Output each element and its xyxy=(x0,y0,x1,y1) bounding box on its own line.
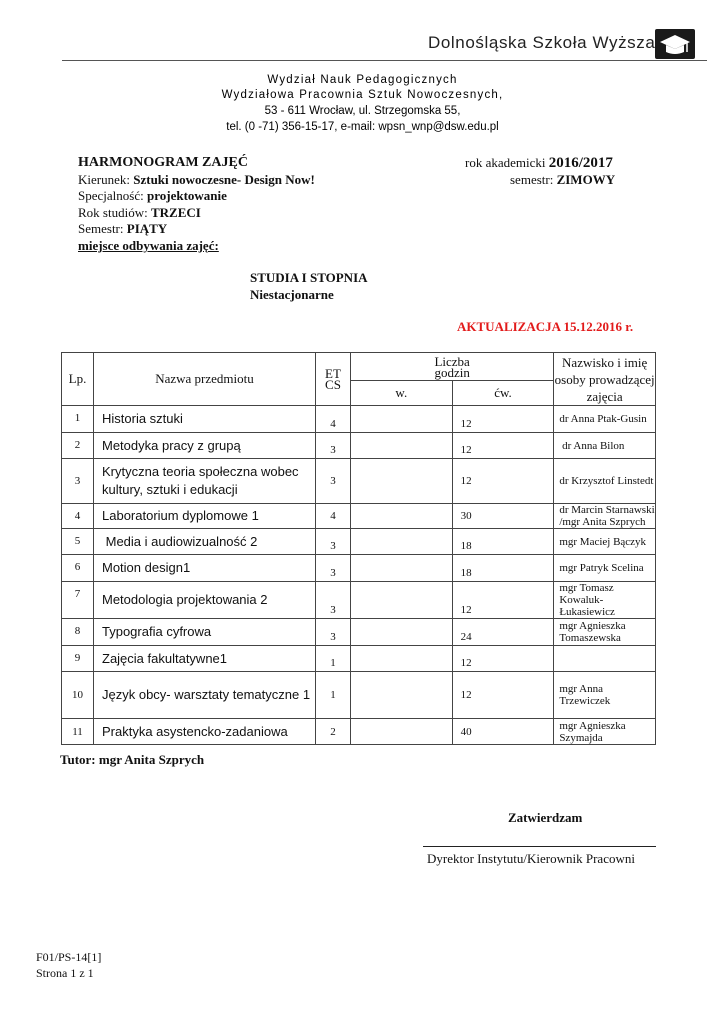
row-exercises: 12 xyxy=(452,582,554,619)
row-lp: 2 xyxy=(62,433,94,459)
row-teacher: mgr Maciej Bączyk xyxy=(554,529,656,555)
table-row xyxy=(62,719,656,745)
signatory-title: Dyrektor Instytutu/Kierownik Pracowni xyxy=(427,851,635,866)
table-row xyxy=(62,582,656,619)
row-subject: Praktyka asystencko-zadaniowa xyxy=(94,719,316,745)
document-title: HARMONOGRAM ZAJĘĆ xyxy=(78,155,248,170)
row-lp: 8 xyxy=(62,619,94,646)
header-lectures: w. xyxy=(351,381,453,406)
header-lp: Lp. xyxy=(62,353,94,406)
header-ects xyxy=(316,353,351,406)
year-of-study xyxy=(78,205,201,221)
header-ects-line1: ET xyxy=(325,366,341,381)
row-lectures xyxy=(351,406,453,433)
row-ects: 4 xyxy=(316,504,351,529)
table-row xyxy=(62,504,656,529)
row-subject: Metodyka pracy z grupą xyxy=(94,433,316,459)
semester-label: Semestr: xyxy=(78,221,124,236)
row-teacher: dr Anna Bilon xyxy=(554,433,656,459)
department-name: Wydziałowa Pracownia Sztuk Nowoczesnych, xyxy=(221,89,504,101)
row-lp: 6 xyxy=(62,555,94,582)
row-lp: 1 xyxy=(62,406,94,433)
row-ects: 3 xyxy=(316,459,351,504)
institution-name: Dolnośląska Szkoła Wyższa xyxy=(428,33,656,52)
semester xyxy=(78,221,167,237)
header-teacher xyxy=(554,353,656,406)
row-teacher: dr Marcin Starnawski /mgr Anita Szprych xyxy=(554,504,656,529)
row-exercises: 12 xyxy=(452,433,554,459)
row-ects: 3 xyxy=(316,555,351,582)
row-subject: Krytyczna teoria społeczna wobec kultury, sztuki i edukacji xyxy=(94,459,316,504)
row-lp: 3 xyxy=(62,459,94,504)
specialization xyxy=(78,188,227,204)
form-code: F01/PS-14[1] xyxy=(36,950,102,964)
row-ects: 4 xyxy=(316,406,351,433)
academic-year xyxy=(465,155,613,172)
row-lp: 7 xyxy=(62,582,94,619)
row-exercises: 24 xyxy=(452,619,554,646)
row-ects: 1 xyxy=(316,646,351,672)
page-number: Strona 1 z 1 xyxy=(36,966,94,980)
row-subject: Język obcy- warsztaty tematyczne 1 xyxy=(94,672,316,719)
update-notice: AKTUALIZACJA 15.12.2016 r. xyxy=(457,319,634,334)
row-lectures xyxy=(351,719,453,745)
field-of-study xyxy=(78,172,315,188)
specialization-label: Specjalność: xyxy=(78,188,144,203)
term-label: semestr: xyxy=(510,172,554,187)
row-lectures xyxy=(351,646,453,672)
row-exercises: 12 xyxy=(452,459,554,504)
schedule-table xyxy=(61,352,656,745)
year-of-study-label: Rok studiów: xyxy=(78,205,148,220)
row-lectures xyxy=(351,529,453,555)
row-lp: 4 xyxy=(62,504,94,529)
study-level: STUDIA I STOPNIA xyxy=(250,270,368,285)
row-ects: 2 xyxy=(316,719,351,745)
field-of-study-label: Kierunek: xyxy=(78,172,130,187)
row-teacher: mgr Agnieszka Szymajda xyxy=(554,719,656,745)
row-subject: Laboratorium dyplomowe 1 xyxy=(94,504,316,529)
term-value: ZIMOWY xyxy=(556,172,616,187)
tutor: Tutor: mgr Anita Szprych xyxy=(60,752,205,767)
header-teacher-line2: osoby prowadzącej zajęcia xyxy=(554,371,655,404)
street-address: 53 - 611 Wrocław, ul. Strzegomska 55, xyxy=(264,105,461,117)
row-ects: 3 xyxy=(316,529,351,555)
table-row xyxy=(62,529,656,555)
faculty-name: Wydział Nauk Pedagogicznych xyxy=(267,74,458,86)
row-teacher: mgr Patryk Scelina xyxy=(554,555,656,582)
study-mode: Niestacjonarne xyxy=(250,287,334,302)
row-lectures xyxy=(351,672,453,719)
row-lp: 9 xyxy=(62,646,94,672)
specialization-value: projektowanie xyxy=(146,188,227,203)
row-exercises: 40 xyxy=(452,719,554,745)
row-subject: Zajęcia fakultatywne1 xyxy=(94,646,316,672)
header-teacher-line1: Nazwisko i imię xyxy=(562,354,648,370)
row-subject: Historia sztuki xyxy=(94,406,316,433)
row-exercises: 12 xyxy=(452,406,554,433)
table-row xyxy=(62,646,656,672)
academic-year-value: 2016/2017 xyxy=(548,155,613,171)
signature-line xyxy=(423,846,656,847)
header-hours xyxy=(351,353,554,381)
row-exercises: 18 xyxy=(452,529,554,555)
table-row xyxy=(62,555,656,582)
approval-label: Zatwierdzam xyxy=(508,810,583,825)
header-subject: Nazwa przedmiotu xyxy=(94,353,316,406)
header-exercises: ćw. xyxy=(452,381,554,406)
field-of-study-value: Sztuki nowoczesne- Design Now! xyxy=(133,172,315,187)
row-teacher: dr Anna Ptak-Gusin xyxy=(554,406,656,433)
row-teacher: mgr Agnieszka Tomaszewska xyxy=(554,619,656,646)
row-lectures xyxy=(351,555,453,582)
row-teacher xyxy=(554,646,656,672)
row-lp: 10 xyxy=(62,672,94,719)
row-subject: Media i audiowizualność 2 xyxy=(94,529,316,555)
row-exercises: 30 xyxy=(452,504,554,529)
header-divider xyxy=(62,60,707,61)
row-ects: 1 xyxy=(316,672,351,719)
header-hours-line2: godzin xyxy=(434,364,470,380)
location-label: miejsce odbywania zajęć: xyxy=(78,238,219,253)
contact-line: tel. (0 -71) 356-15-17, e-mail: wpsn_wnp@dsw.edu.pl xyxy=(226,121,499,133)
row-ects: 3 xyxy=(316,582,351,619)
row-subject: Motion design1 xyxy=(94,555,316,582)
row-exercises: 12 xyxy=(452,646,554,672)
row-ects: 3 xyxy=(316,619,351,646)
row-teacher: dr Krzysztof Linstedt xyxy=(554,459,656,504)
row-lp: 5 xyxy=(62,529,94,555)
row-exercises: 12 xyxy=(452,672,554,719)
row-ects: 3 xyxy=(316,433,351,459)
table-row xyxy=(62,619,656,646)
header-ects-line2: CS xyxy=(325,377,341,392)
row-teacher: mgr Anna Trzewiczek xyxy=(554,672,656,719)
table-row xyxy=(62,406,656,433)
semester-value: PIĄTY xyxy=(126,221,168,236)
row-lp: 11 xyxy=(62,719,94,745)
row-lectures xyxy=(351,619,453,646)
row-lectures xyxy=(351,582,453,619)
year-of-study-value: TRZECI xyxy=(150,205,201,220)
row-teacher: mgr Tomasz Kowaluk-Łukasiewicz xyxy=(554,582,656,619)
row-lectures xyxy=(351,459,453,504)
table-row xyxy=(62,459,656,504)
table-row xyxy=(62,433,656,459)
header-hours-line1: Liczba xyxy=(434,353,470,369)
academic-year-label: rok akademicki xyxy=(465,155,546,170)
graduation-cap-logo-icon xyxy=(654,28,696,60)
row-lectures xyxy=(351,433,453,459)
row-subject: Metodologia projektowania 2 xyxy=(94,582,316,619)
row-lectures xyxy=(351,504,453,529)
table-row xyxy=(62,672,656,719)
row-exercises: 18 xyxy=(452,555,554,582)
term xyxy=(510,172,615,188)
row-subject: Typografia cyfrowa xyxy=(94,619,316,646)
